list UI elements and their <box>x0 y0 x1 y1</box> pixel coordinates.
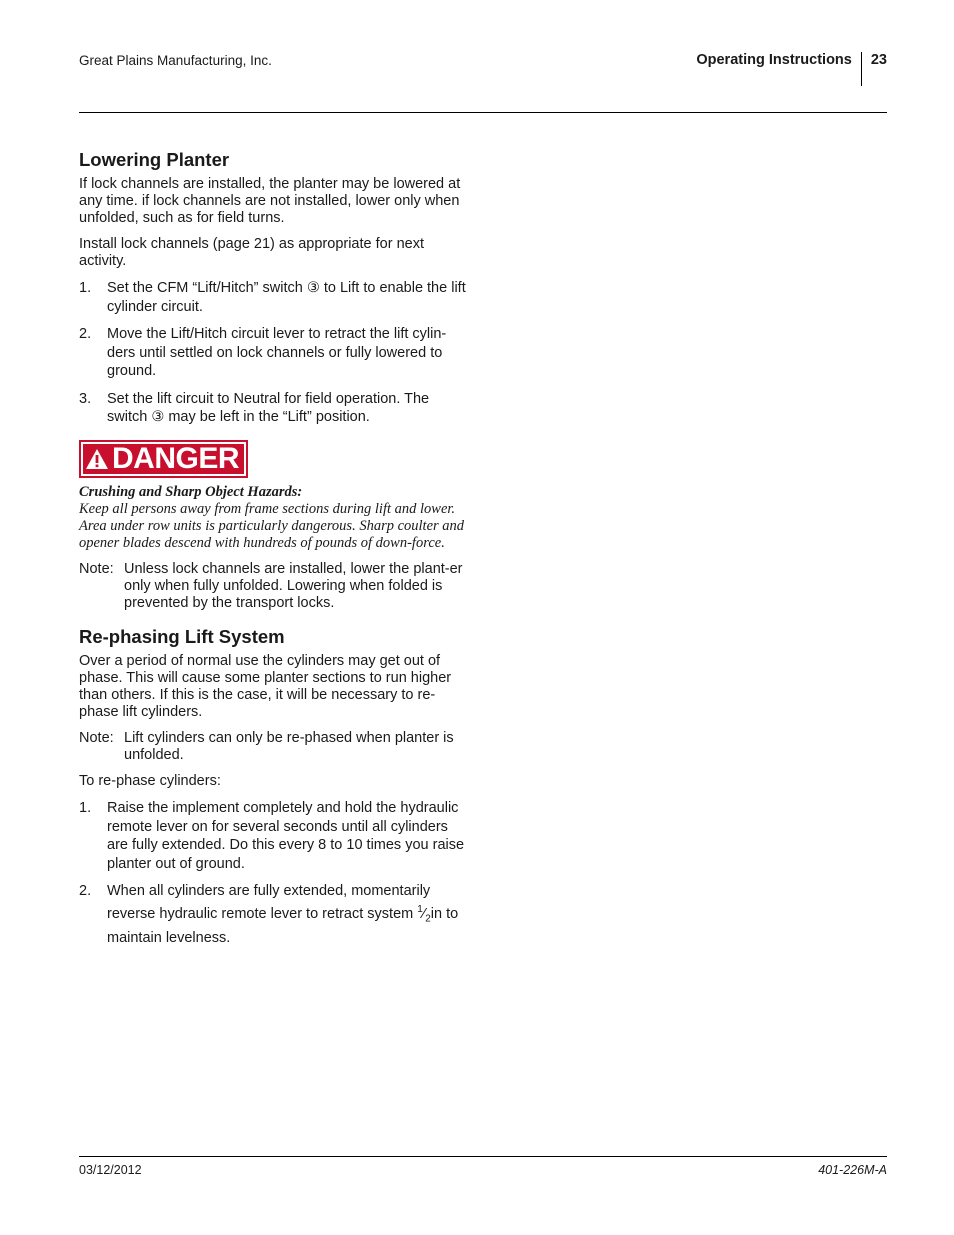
note-label: Note: <box>79 561 114 578</box>
note-text: Lift cylinders can only be re-phased when planter is unfolded. <box>124 730 454 764</box>
step-text <box>107 882 471 947</box>
list-item <box>79 799 471 873</box>
fraction-slash: ⁄ <box>422 905 426 922</box>
footer-doc-number: 401-226M-A <box>818 1163 887 1177</box>
step-text-end: in to maintain levelness. <box>107 905 459 947</box>
header-company: Great Plains Manufacturing, Inc. <box>79 53 272 68</box>
step-number: 3. <box>79 390 92 407</box>
step-number: 2. <box>79 883 92 900</box>
rephasing-para-1: Over a period of normal use the cylinders may get out of phase. This will cause some planter sections to run higher than others. If this is the case, it will be necessary to re-phase lift cylinders. <box>79 653 452 721</box>
step-number: 2. <box>79 326 92 342</box>
footer-date: 03/12/2012 <box>79 1163 142 1177</box>
page-number: 23 <box>861 52 887 86</box>
note-transport <box>79 561 471 612</box>
rephasing-para-2: To re-phase cylinders: <box>79 773 221 790</box>
danger-title: Crushing and Sharp Object Hazards: <box>79 483 303 500</box>
step-text: Raise the implement completely and hold the hydraulic remote lever on for several seconds until all cylinders are fully extended. Do this every 8 to 10 times you raise planter out of ground. <box>107 800 465 872</box>
note-unfolded <box>79 730 471 764</box>
danger-signal-word <box>79 440 248 478</box>
danger-label: DANGER <box>112 442 240 475</box>
note-label: Note: <box>79 730 114 747</box>
fraction-denominator: 2 <box>425 913 431 925</box>
list-item <box>79 325 471 381</box>
list-item <box>79 390 471 427</box>
step-text: Set the CFM “Lift/Hitch” switch ③ to Lift to enable the lift cylinder circuit. <box>107 280 466 315</box>
lowering-steps <box>79 279 471 427</box>
step-text: Move the Lift/Hitch circuit lever to retract the lift cylin-ders until settled on lock channels or fully lowered to ground. <box>107 326 447 379</box>
warning-triangle-icon <box>85 448 109 470</box>
step-text: Set the lift circuit to Neutral for field operation. The switch ③ may be left in the “Lift” position. <box>107 390 430 425</box>
lowering-para-2: Install lock channels (page 21) as appropriate for next activity. <box>79 236 424 269</box>
fraction-numerator: 1 <box>417 903 423 915</box>
header-rule <box>79 112 887 113</box>
main-column <box>79 149 471 957</box>
step-number: 1. <box>79 280 92 296</box>
lowering-para-1: If lock channels are installed, the planter may be lowered at any time. if lock channels are not installed, lower only when unfolded, such as for field turns. <box>79 176 461 226</box>
danger-body: Keep all persons away from frame sections during lift and lower. Area under row units is particularly dangerous. Sharp coulter and opener blades descend with hundreds of pounds of down-force. <box>79 500 465 552</box>
header-section: Operating Instructions <box>696 52 852 68</box>
step-number: 1. <box>79 800 92 817</box>
header-right <box>696 52 887 86</box>
note-text: Unless lock channels are installed, lower the plant-er only when fully unfolded. Lowering when folded is prevented by the transport locks. <box>124 561 463 612</box>
step-text-start: When all cylinders are fully extended, momentarily reverse hydraulic remote lever to retract system <box>107 883 431 922</box>
list-item <box>79 279 471 316</box>
rephasing-steps <box>79 799 471 947</box>
list-item <box>79 882 471 947</box>
rephasing-title: Re-phasing Lift System <box>79 626 285 648</box>
footer-rule <box>79 1156 887 1157</box>
lowering-title: Lowering Planter <box>79 149 230 170</box>
